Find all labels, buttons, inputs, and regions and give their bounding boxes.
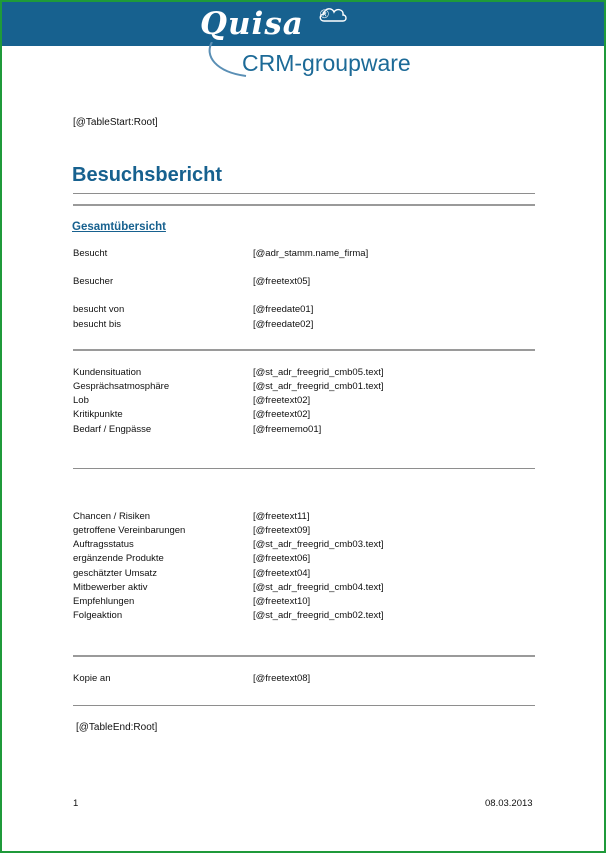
field-label: Lob (73, 395, 89, 406)
field-label: Gesprächsatmosphäre (73, 381, 170, 392)
field-value: [@st_adr_freegrid_cmb04.text] (253, 582, 384, 593)
group-divider (73, 655, 535, 657)
field-value: [@freetext02] (253, 395, 311, 406)
group-divider (73, 705, 535, 706)
field-row (2, 553, 604, 567)
field-label: Chancen / Risiken (73, 511, 151, 522)
table-start-tag: [@TableStart:Root] (73, 117, 158, 128)
field-value: [@freetext04] (253, 568, 311, 579)
field-row (2, 367, 604, 381)
table-end-tag: [@TableEnd:Root] (76, 722, 158, 733)
logo-tagline: CRM-groupware (242, 50, 411, 76)
logo-wordmark: Quisa (200, 6, 304, 42)
field-label: geschätzter Umsatz (73, 568, 157, 579)
field-value: [@freetext11] (253, 511, 310, 522)
field-value: [@freetext06] (253, 553, 311, 564)
field-label: besucht von (73, 304, 125, 315)
field-label: ergänzende Produkte (73, 553, 164, 564)
field-value: [@freedate01] (253, 304, 314, 315)
field-label: Kundensituation (73, 367, 142, 378)
field-row (2, 409, 604, 423)
field-value: [@st_adr_freegrid_cmb01.text] (253, 381, 384, 392)
field-label: Bedarf / Engpässe (73, 424, 152, 435)
field-label: besucht bis (73, 319, 122, 330)
title-rule-double (73, 204, 535, 206)
field-row (2, 304, 604, 318)
registered-mark: ® (320, 7, 329, 21)
field-row (2, 525, 604, 539)
field-row (2, 539, 604, 553)
field-label: Mitbewerber aktiv (73, 582, 148, 593)
field-value: [@st_adr_freegrid_cmb02.text] (253, 610, 384, 621)
field-label: Besucher (73, 276, 114, 287)
field-label: getroffene Vereinbarungen (73, 525, 186, 536)
page-number: 1 (73, 798, 79, 809)
field-row (2, 511, 604, 525)
field-value: [@st_adr_freegrid_cmb03.text] (253, 539, 384, 550)
field-value: [@freetext05] (253, 276, 311, 287)
field-label: Besucht (73, 248, 108, 259)
field-value: [@freetext02] (253, 409, 311, 420)
field-row (2, 381, 604, 395)
field-row (2, 395, 604, 409)
footer-date: 08.03.2013 (485, 798, 533, 809)
field-value: [@freememo01] (253, 424, 322, 435)
field-label: Empfehlungen (73, 596, 135, 607)
field-row (2, 568, 604, 582)
report-title: Besuchsbericht (72, 164, 223, 186)
field-label: Kopie an (73, 673, 111, 684)
field-value: [@freetext10] (253, 596, 311, 607)
field-row (2, 319, 604, 333)
title-rule (73, 193, 535, 194)
field-row (2, 596, 604, 610)
field-value: [@adr_stamm.name_firma] (253, 248, 369, 259)
field-row (2, 610, 604, 624)
group-divider (73, 349, 535, 351)
field-label: Auftragsstatus (73, 539, 134, 550)
field-row (2, 248, 604, 262)
field-value: [@freetext09] (253, 525, 311, 536)
field-value: [@freedate02] (253, 319, 314, 330)
field-row (2, 582, 604, 596)
field-value: [@st_adr_freegrid_cmb05.text] (253, 367, 384, 378)
field-label: Folgeaktion (73, 610, 123, 621)
field-label: Kritikpunkte (73, 409, 123, 420)
field-row (2, 424, 604, 438)
section-title: Gesamtübersicht (72, 221, 166, 233)
group-divider (73, 468, 535, 469)
field-value: [@freetext08] (253, 673, 311, 684)
field-row (2, 276, 604, 290)
field-row (2, 673, 604, 687)
